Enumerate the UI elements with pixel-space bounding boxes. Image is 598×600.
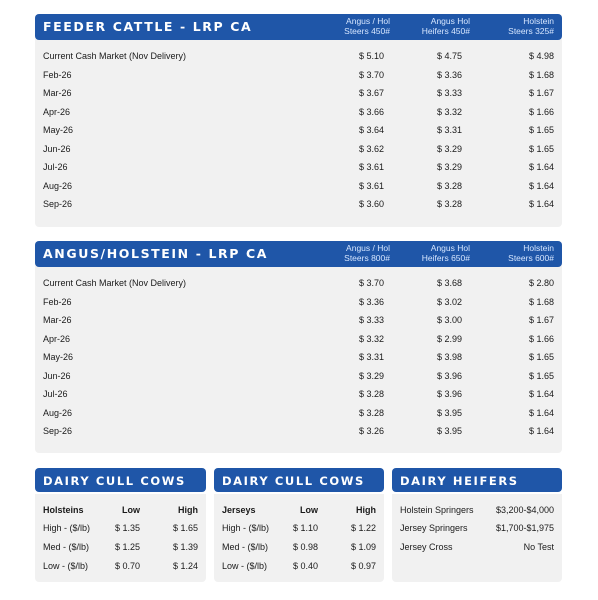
feeder-cattle-title: FEEDER CATTLE - LRP CA <box>43 19 253 34</box>
feeder-cattle-header <box>35 14 562 40</box>
list-item: Jersey Springers $1,700-$1,975 <box>400 523 554 533</box>
table-row: High - ($/lb) $ 1.35 $ 1.65 <box>43 523 198 533</box>
dairy-heifers-body <box>392 494 562 582</box>
dairy-cull-holsteins-header <box>35 468 206 492</box>
feeder-col-1-header: Angus / Hol Steers 450# <box>344 16 390 36</box>
angus-col-1-header: Angus / Hol Steers 800# <box>344 243 390 263</box>
table-row: Low - ($/lb) $ 0.40 $ 0.97 <box>222 561 376 571</box>
angus-holstein-header <box>35 241 562 267</box>
table-row: May-26 $ 3.64 $ 3.31 $ 1.65 <box>43 125 554 135</box>
table-header-row: Holsteins Low High <box>43 505 198 515</box>
table-row: Apr-26 $ 3.66 $ 3.32 $ 1.66 <box>43 106 554 117</box>
table-row: May-26 $ 3.31 $ 3.98 $ 1.65 <box>43 352 554 362</box>
angus-holstein-title: ANGUS/HOLSTEIN - LRP CA <box>43 246 268 261</box>
table-row: Med - ($/lb) $ 1.25 $ 1.39 <box>43 542 198 552</box>
angus-col-3-header: Holstein Steers 600# <box>508 243 554 263</box>
table-row: Sep-26 $ 3.26 $ 3.95 $ 1.64 <box>43 426 554 436</box>
feeder-col-2-header: Angus Hol Heifers 450# <box>421 16 470 36</box>
table-row: Aug-26 $ 3.28 $ 3.95 $ 1.64 <box>43 407 554 418</box>
table-row: High - ($/lb) $ 1.10 $ 1.22 <box>222 523 376 533</box>
table-row: Jul-26 $ 3.28 $ 3.96 $ 1.64 <box>43 389 554 399</box>
table-row: Mar-26 $ 3.67 $ 3.33 $ 1.67 <box>43 88 554 98</box>
feeder-col-3-header: Holstein Steers 325# <box>508 16 554 36</box>
dairy-cull-jerseys-header <box>214 468 384 492</box>
table-row: Jun-26 $ 3.29 $ 3.96 $ 1.65 <box>43 370 554 381</box>
dairy-cull-holsteins-card <box>35 468 206 582</box>
table-header-row: Jerseys Low High <box>222 505 376 515</box>
dairy-cull-holsteins-title: DAIRY CULL COWS <box>43 474 186 488</box>
dairy-cull-holsteins-body <box>35 494 206 582</box>
list-item: Jersey Cross No Test <box>400 542 554 552</box>
table-row: Low - ($/lb) $ 0.70 $ 1.24 <box>43 561 198 571</box>
dairy-heifers-header <box>392 468 562 492</box>
table-row: Mar-26 $ 3.33 $ 3.00 $ 1.67 <box>43 315 554 325</box>
table-row: Current Cash Market (Nov Delivery) $ 5.10 $ 4.75 $ 4.98 <box>43 51 554 61</box>
dairy-heifers-title: DAIRY HEIFERS <box>400 474 519 488</box>
table-row: Current Cash Market (Nov Delivery) $ 3.70 $ 3.68 $ 2.80 <box>43 278 554 288</box>
dairy-cull-jerseys-title: DAIRY CULL COWS <box>222 474 365 488</box>
angus-holstein-section <box>35 241 562 453</box>
dairy-cull-jerseys-body <box>214 494 384 582</box>
table-row: Sep-26 $ 3.60 $ 3.28 $ 1.64 <box>43 199 554 209</box>
feeder-cattle-section <box>35 14 562 227</box>
table-row: Feb-26 $ 3.70 $ 3.36 $ 1.68 <box>43 69 554 80</box>
table-row: Med - ($/lb) $ 0.98 $ 1.09 <box>222 542 376 552</box>
table-row: Aug-26 $ 3.61 $ 3.28 $ 1.64 <box>43 180 554 191</box>
angus-col-2-header: Angus Hol Heifers 650# <box>421 243 470 263</box>
table-row: Jun-26 $ 3.62 $ 3.29 $ 1.65 <box>43 143 554 154</box>
table-row: Jul-26 $ 3.61 $ 3.29 $ 1.64 <box>43 162 554 172</box>
dairy-heifers-card <box>392 468 562 582</box>
list-item: Holstein Springers $3,200-$4,000 <box>400 505 554 515</box>
table-row: Feb-26 $ 3.36 $ 3.02 $ 1.68 <box>43 296 554 307</box>
dairy-cull-jerseys-card <box>214 468 384 582</box>
table-row: Apr-26 $ 3.32 $ 2.99 $ 1.66 <box>43 333 554 344</box>
